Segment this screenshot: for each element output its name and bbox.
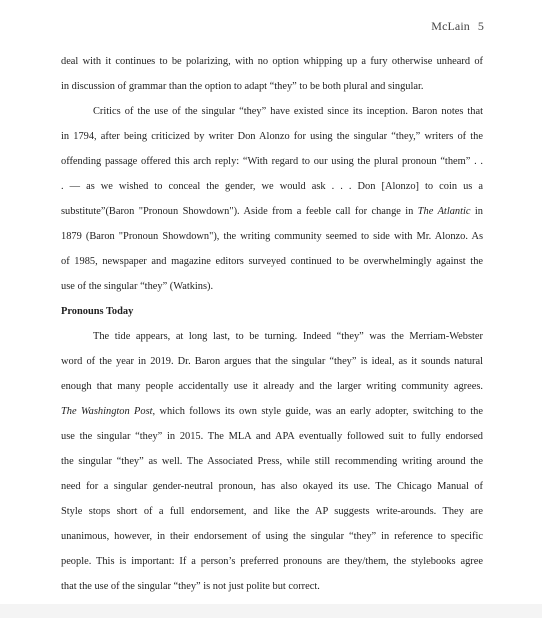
body-text: [61, 49, 483, 599]
text-line: people. This is important: If a person’s preferred pronouns are they/them, the stylebooks agree: [61, 556, 483, 567]
text-line: Style stops short of a full endorsement, and like the AP suggests write-arounds. They are: [61, 506, 483, 517]
text-line: enough that many people accidentally use it already and the larger writing community agrees.: [61, 381, 483, 392]
text-line: . — as we wished to conceal the gender, we would ask . . . Don [Alonzo] to coin us a: [61, 181, 483, 192]
paragraph-start-line: Critics of the use of the singular “they” have existed since its inception. Baron notes that: [93, 106, 483, 117]
text-line: need for a singular gender-neutral pronoun, has also okayed its use. The Chicago Manual of: [61, 481, 483, 492]
text-line: use the singular “they” in 2015. The MLA and APA eventually followed suit to fully endorsed: [61, 431, 483, 442]
text-line: in 1794, after being criticized by writer Don Alonzo for using the singular “they,” writers of the: [61, 131, 483, 142]
page-number: 5: [477, 19, 484, 33]
text-line: word of the year in 2019. Dr. Baron argues that the singular “they” is ideal, as it sounds natural: [61, 356, 483, 367]
text-line: deal with it continues to be polarizing, with no option whipping up a fury otherwise unheard of: [61, 56, 483, 67]
italic-publication-title: The Atlantic: [417, 206, 471, 217]
text-line: 1879 (Baron "Pronoun Showdown"), the writing community seemed to side with Mr. Alonzo. As: [61, 231, 483, 242]
paragraph-start-line: The tide appears, at long last, to be turning. Indeed “they” was the Merriam-Webster: [93, 331, 483, 342]
author-name: McLain: [431, 19, 470, 33]
text-line: substitute”(Baron "Pronoun Showdown"). Aside from a feeble call for change in The Atlantic in: [61, 206, 483, 217]
text-line: of 1985, newspaper and magazine editors surveyed continued to be overwhelmingly against the: [61, 256, 483, 267]
page-bottom-edge: [0, 604, 542, 618]
running-head: [431, 19, 484, 34]
text-line: offending passage offered this arch reply: “With regard to our using the plural pronoun “them” . .: [61, 156, 483, 167]
text-line: that the use of the singular “they” is not just polite but correct.: [61, 581, 320, 592]
text-line: in discussion of grammar than the option to adapt “they” to be both plural and singular.: [61, 81, 424, 92]
text-line: use of the singular “they” (Watkins).: [61, 281, 214, 292]
text-line: unanimous, however, in their endorsement of using the singular “they” in reference to specific: [61, 531, 483, 542]
italic-publication-title: The Washington Post: [61, 406, 153, 417]
text-line: the singular “they” as well. The Associated Press, while still recommending writing around the: [61, 456, 483, 467]
section-heading: Pronouns Today: [61, 306, 134, 317]
text-line: The Washington Post, which follows its own style guide, was an early adopter, switching to the: [61, 406, 483, 417]
